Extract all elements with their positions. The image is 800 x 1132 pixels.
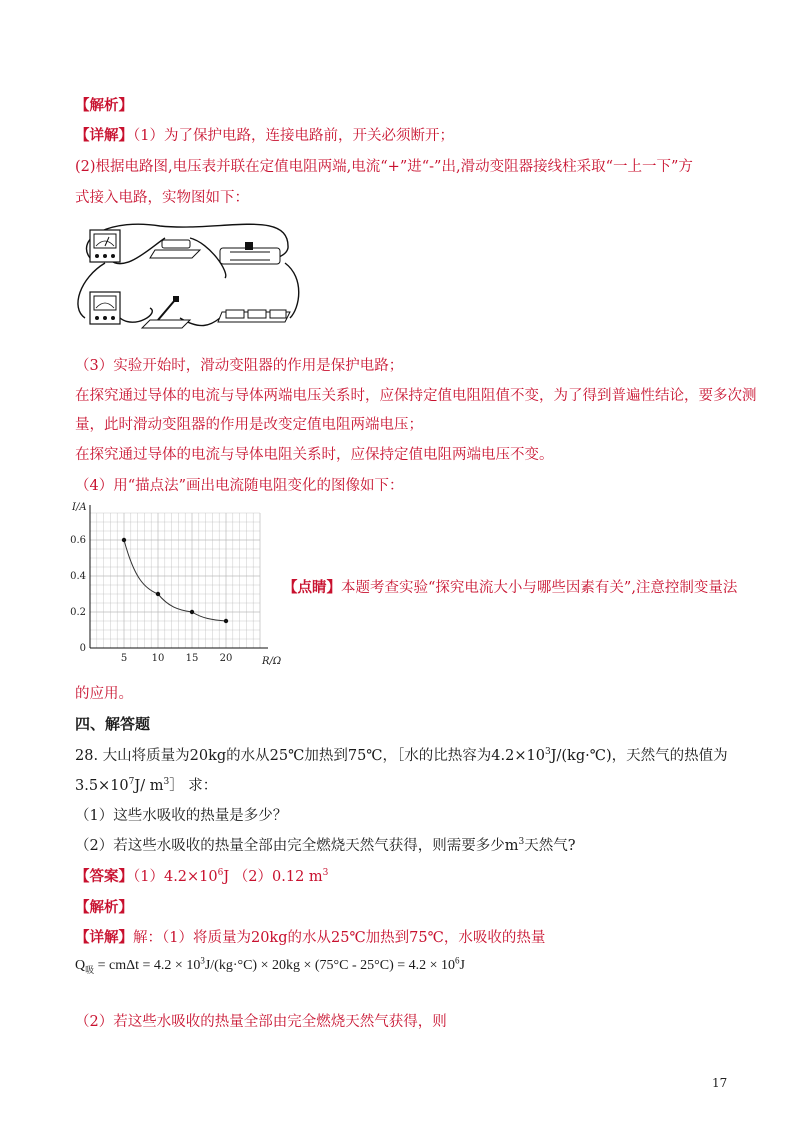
dianjing-text: 本题考查实验“探究电流大小与哪些因素有关”,注意控制变量法 bbox=[341, 580, 738, 596]
current-resistance-chart bbox=[68, 500, 283, 670]
formula-sub: 吸 bbox=[85, 964, 95, 975]
x-tick-label: 5 bbox=[120, 653, 128, 664]
y-tick-label: 0.2 bbox=[70, 607, 86, 618]
x-tick-label: 15 bbox=[185, 653, 199, 664]
x-axis-label: R/Ω bbox=[262, 656, 282, 667]
data-point-4 bbox=[224, 619, 228, 623]
data-point-3 bbox=[190, 610, 194, 614]
question-28-part-2 bbox=[75, 836, 576, 856]
detail-tag: 【详解】 bbox=[75, 127, 133, 144]
answer-1b: J （2）0.12 m bbox=[223, 869, 323, 885]
circuit-diagram bbox=[70, 218, 310, 338]
data-point-1 bbox=[122, 538, 126, 542]
battery-icon bbox=[218, 310, 290, 322]
chart-axes bbox=[90, 505, 268, 648]
x-tick-label: 10 bbox=[151, 653, 165, 664]
detail-2-line-2: （2）若这些水吸收的热量全部由完全燃烧天然气获得，则 bbox=[75, 1014, 447, 1030]
dianjing-tag: 【点睛】 bbox=[283, 579, 341, 596]
ammeter-icon bbox=[90, 230, 120, 262]
data-point-2 bbox=[156, 592, 160, 596]
detail-text-1: （1）为了保护电路，连接电路前，开关必须断开； bbox=[133, 128, 454, 144]
page-number: 17 bbox=[712, 1076, 728, 1090]
formula-sup2: 6 bbox=[455, 955, 460, 966]
detail-line-2b: 式接入电路，实物图如下： bbox=[75, 190, 249, 206]
detail-line-3c: 量，此时滑动变阻器的作用是改变定值电阻两端电压； bbox=[75, 417, 423, 433]
answer-2-sup: 3 bbox=[322, 868, 329, 879]
detail-2-line-1 bbox=[75, 928, 545, 948]
q28-2-sup: 3 bbox=[518, 837, 525, 848]
formula-body2: J/(kg·°C) × 20kg × (75°C - 25°C) = 4.2 × 10 bbox=[204, 958, 456, 973]
detail-line-1 bbox=[75, 126, 454, 146]
answer-line bbox=[75, 867, 328, 887]
rheostat-icon bbox=[220, 242, 280, 264]
detail-line-4: （4）用“描点法”画出电流随电阻变化的图像如下： bbox=[75, 478, 404, 494]
q28-sup-b2: 3 bbox=[163, 777, 170, 788]
q28-2-text-a: （2）若这些水吸收的热量全部由完全燃烧天然气获得，则需要多少m bbox=[75, 838, 519, 854]
answer-1-sup: 6 bbox=[217, 868, 224, 879]
answer-1: （1）4.2×10 bbox=[133, 869, 218, 885]
q28-text-b: 3.5×10 bbox=[75, 778, 129, 794]
detail-2-text-1: 解：（1）将质量为20kg的水从25℃加热到75℃，水吸收的热量 bbox=[133, 930, 546, 946]
chart-grid bbox=[90, 513, 260, 648]
y-tick-label: 0 bbox=[79, 643, 86, 654]
q28-sup-a: 3 bbox=[544, 747, 551, 758]
question-28-line-a bbox=[75, 746, 728, 766]
formula-sup: 3 bbox=[200, 955, 205, 966]
formula-end: J bbox=[459, 958, 465, 973]
analysis-label: 【解析】 bbox=[75, 97, 133, 114]
y-tick-label: 0.6 bbox=[70, 535, 86, 546]
detail-2-tag: 【详解】 bbox=[75, 929, 133, 946]
formula-line bbox=[75, 956, 465, 976]
y-tick-label: 0.4 bbox=[70, 571, 86, 582]
q28-text-b2: J/ m bbox=[134, 778, 164, 794]
voltmeter-icon bbox=[90, 292, 120, 324]
switch-icon bbox=[142, 296, 190, 328]
q28-2-text-b: 天然气? bbox=[524, 838, 576, 854]
detail-line-2a: (2)根据电路图,电压表并联在定值电阻两端,电流“+”进“-”出,滑动变阻器接线柱采取“一上一下”方 bbox=[75, 159, 693, 175]
x-tick-label: 20 bbox=[219, 653, 233, 664]
dianjing-line bbox=[283, 578, 737, 598]
detail-line-3: （3）实验开始时，滑动变阻器的作用是保护电路； bbox=[75, 358, 404, 374]
analysis-label-2: 【解析】 bbox=[75, 899, 133, 916]
question-28-part-1: （1）这些水吸收的热量是多少？ bbox=[75, 808, 288, 824]
fit-curve bbox=[124, 540, 226, 621]
detail-line-3d: 在探究通过导体的电流与导体电阻关系时，应保持定值电阻两端电压不变。 bbox=[75, 447, 554, 463]
q28-text-b3: ］ 求： bbox=[169, 778, 218, 794]
answer-tag: 【答案】 bbox=[75, 868, 133, 885]
section-heading: 四、解答题 bbox=[75, 715, 151, 733]
q28-text-a: 28. 大山将质量为20kg的水从25℃加热到75℃，［水的比热容为4.2×10 bbox=[75, 748, 545, 764]
detail-line-3b: 在探究通过导体的电流与导体两端电压关系时，应保持定值电阻阻值不变，为了得到普遍性结论，要多次测 bbox=[75, 388, 757, 404]
formula-body: = cmΔt = 4.2 × 10 bbox=[94, 958, 201, 973]
q28-sup-b: 7 bbox=[128, 777, 135, 788]
formula-q: Q bbox=[75, 958, 86, 973]
y-axis-label: I/A bbox=[72, 502, 87, 513]
dianjing-end: 的应用。 bbox=[75, 686, 133, 702]
q28-text-a2: J/(kg·℃)，天然气的热值为 bbox=[550, 748, 728, 764]
question-28-line-b bbox=[75, 776, 217, 796]
